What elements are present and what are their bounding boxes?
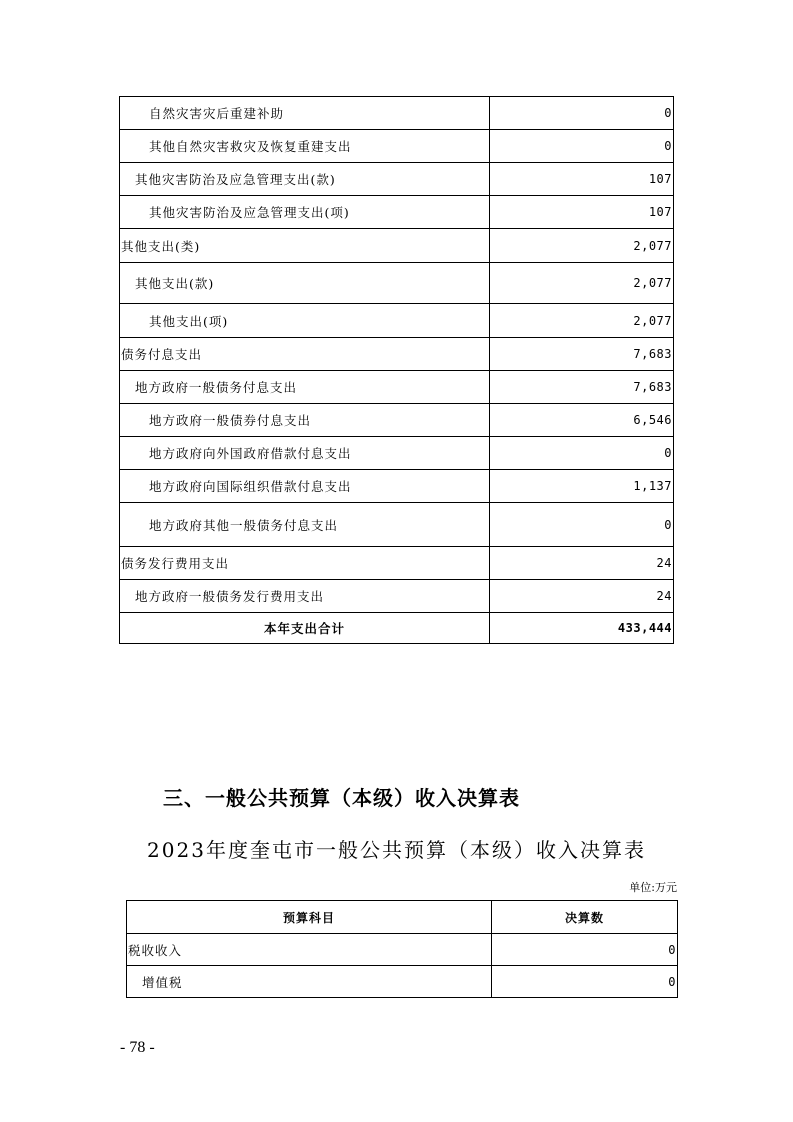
row-subject: 自然灾害灾后重建补助 (120, 97, 490, 130)
table-row (120, 229, 674, 263)
table-row (120, 404, 674, 437)
table-row (120, 304, 674, 338)
table-row (120, 196, 674, 229)
row-subject: 地方政府一般债券付息支出 (120, 404, 490, 437)
row-amount: 24 (490, 547, 674, 580)
table-row (127, 966, 678, 998)
row-amount: 1,137 (490, 470, 674, 503)
table-row (120, 97, 674, 130)
row-amount: 0 (490, 503, 674, 547)
row-amount: 24 (490, 580, 674, 613)
table-row (120, 437, 674, 470)
revenue-table (126, 900, 678, 998)
total-row (120, 613, 674, 644)
row-subject: 其他支出(项) (120, 304, 490, 338)
page-number: - 78 - (120, 1039, 155, 1056)
table-row (120, 163, 674, 196)
header-subject: 预算科目 (127, 901, 492, 934)
row-subject: 其他自然灾害救灾及恢复重建支出 (120, 130, 490, 163)
row-subject: 地方政府一般债务发行费用支出 (120, 580, 490, 613)
row-subject: 其他灾害防治及应急管理支出(款) (120, 163, 490, 196)
table-row (120, 503, 674, 547)
row-amount: 2,077 (490, 304, 674, 338)
table-row (127, 934, 678, 966)
header-amount: 决算数 (492, 901, 678, 934)
table-row (120, 338, 674, 371)
row-amount: 0 (490, 437, 674, 470)
table-row (120, 470, 674, 503)
row-amount: 2,077 (490, 229, 674, 263)
row-subject: 税收收入 (127, 934, 492, 966)
row-subject: 增值税 (127, 966, 492, 998)
total-label: 本年支出合计 (120, 613, 490, 644)
table-header-row (127, 901, 678, 934)
row-subject: 其他支出(款) (120, 263, 490, 304)
row-subject: 地方政府其他一般债务付息支出 (120, 503, 490, 547)
table-row (120, 371, 674, 404)
row-subject: 地方政府向国际组织借款付息支出 (120, 470, 490, 503)
row-subject: 地方政府一般债务付息支出 (120, 371, 490, 404)
row-amount: 7,683 (490, 371, 674, 404)
unit-label: 单位:万元 (629, 881, 677, 894)
row-amount: 0 (490, 97, 674, 130)
total-amount: 433,444 (490, 613, 674, 644)
row-subject: 地方政府向外国政府借款付息支出 (120, 437, 490, 470)
row-subject: 其他支出(类) (120, 229, 490, 263)
row-amount: 0 (492, 934, 678, 966)
table-row (120, 263, 674, 304)
table-row (120, 547, 674, 580)
row-amount: 0 (492, 966, 678, 998)
expenditure-table (119, 96, 674, 644)
row-subject: 其他灾害防治及应急管理支出(项) (120, 196, 490, 229)
table-title: 2023年度奎屯市一般公共预算（本级）收入决算表 (147, 838, 646, 862)
table-row (120, 580, 674, 613)
section-heading: 三、一般公共预算（本级）收入决算表 (163, 786, 520, 810)
row-amount: 0 (490, 130, 674, 163)
row-amount: 2,077 (490, 263, 674, 304)
row-amount: 7,683 (490, 338, 674, 371)
row-subject: 债务付息支出 (120, 338, 490, 371)
table-row (120, 130, 674, 163)
row-subject: 债务发行费用支出 (120, 547, 490, 580)
row-amount: 6,546 (490, 404, 674, 437)
row-amount: 107 (490, 196, 674, 229)
row-amount: 107 (490, 163, 674, 196)
